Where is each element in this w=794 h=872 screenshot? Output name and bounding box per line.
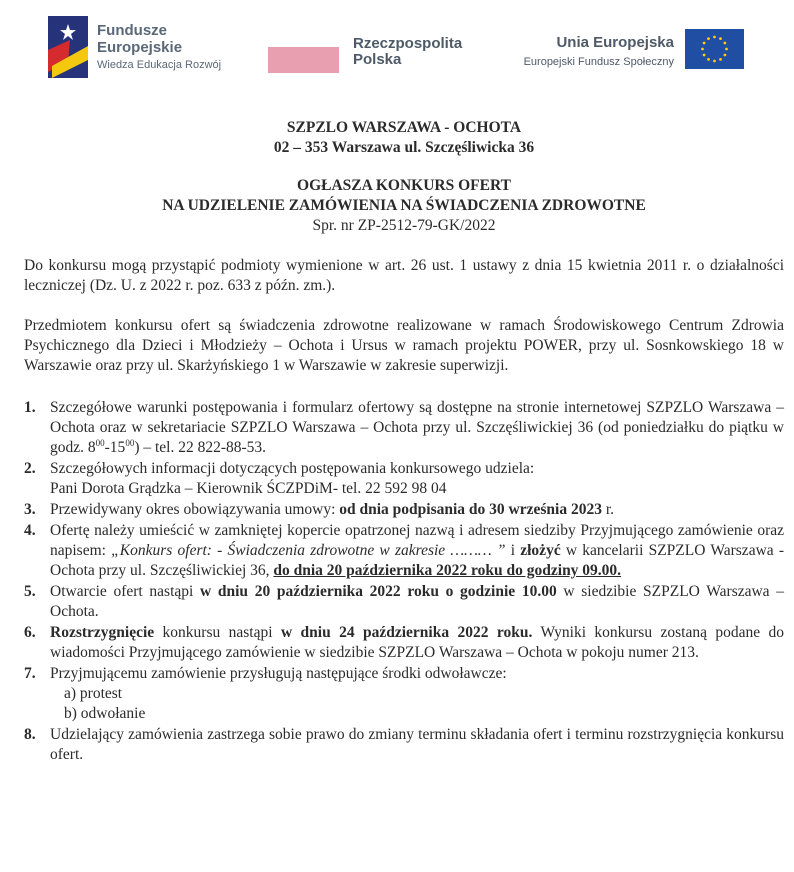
- list-item: [24, 521, 784, 581]
- contract-period: od dnia podpisania do 30 września 2023: [339, 501, 606, 518]
- announcement-subtitle: NA UDZIELENIE ZAMÓWIENIA NA ŚWIADCZENIA ZDROWOTNE: [162, 197, 646, 214]
- fe-line3: Wiedza Edukacja Rozwój: [97, 59, 222, 71]
- conditions-list: [24, 398, 784, 765]
- item-emphasis: Rozstrzygnięcie: [50, 624, 155, 641]
- resolution-date: w dniu 24 października 2022 roku.: [280, 624, 533, 641]
- document-body: [24, 118, 784, 766]
- item-number: 3.: [24, 501, 36, 518]
- item-text: ) – tel. 22 822-88-53.: [134, 439, 267, 456]
- list-item: [24, 623, 784, 663]
- list-item: [24, 664, 784, 724]
- item-number: 7.: [24, 665, 36, 682]
- deadline: do dnia 20 października 2022 roku do godziny 09.00.: [273, 562, 622, 579]
- item-text: Ofertę należy umieścić w zamkniętej kopercie opatrzonej nazwą i adresem siedziby Przyjmującego zamówienie oraz napisem:: [50, 522, 784, 559]
- list-item: [24, 582, 784, 622]
- eu-star: [707, 37, 710, 40]
- list-item: [24, 500, 784, 520]
- item-text: r.: [605, 501, 615, 518]
- org-address: 02 – 353 Warszawa ul. Szczęśliwicka 36: [273, 139, 535, 156]
- org-name: SZPZLO WARSZAWA - OCHOTA: [286, 119, 522, 136]
- eu-star: [719, 37, 722, 40]
- item-number: 1.: [24, 399, 36, 416]
- item-number: 5.: [24, 583, 36, 600]
- rzeczpospolita-polska-text: [353, 36, 462, 68]
- item-text: Otwarcie ofert nastąpi: [50, 583, 200, 600]
- opening-date: w dniu 20 października 2022 roku o godzinie 10.00: [200, 583, 557, 600]
- eu-star: [701, 48, 704, 51]
- item-text: i: [505, 542, 521, 559]
- item-number: 4.: [24, 522, 36, 539]
- contact-person: Pani Dorota Grądzka – Kierownik ŚCZPDiM- tel. 22 592 98 04: [50, 480, 447, 497]
- eu-star: [723, 54, 726, 57]
- item-text: Szczegółowych informacji dotyczących postępowania konkursowego udziela:: [50, 460, 535, 477]
- item-text: Wyniki konkursu zostaną podane do wiadomości Przyjmującego zamówienie w siedzibie SZPZLO Warszawa – Ochota w pokoju numer 213.: [50, 624, 784, 661]
- eu-star: [723, 42, 726, 45]
- item-emphasis: złożyć: [520, 542, 561, 559]
- eu-star: [713, 60, 716, 63]
- item-text: Przyjmującemu zamówienie przysługują następujące środki odwoławcze:: [50, 665, 507, 682]
- fe-line1: Fundusze: [97, 22, 167, 39]
- announcement-title: OGŁASZA KONKURS OFERT: [297, 177, 511, 194]
- item-text: Szczegółowe warunki postępowania i formularz ofertowy są dostępne na stronie internetowej SZPZLO Warszawa – Ochota oraz w sekretariacie SZPZLO Warszawa – Ochota przy ul. Szczęśliwickiej 36 (od poniedziałku do piątku w godz. 8: [50, 399, 784, 456]
- fe-line2: Europejskie: [97, 39, 183, 56]
- eu-star: [719, 58, 722, 61]
- logo-bar: [0, 0, 794, 95]
- intro-paragraph: Do konkursu mogą przystąpić podmioty wymienione w art. 26 ust. 1 ustawy z dnia 15 kwietnia 2011 r. o działalności leczniczej (Dz. U. z 2022 r. poz. 633 z późn. zm.).: [24, 257, 784, 294]
- eu-star: [703, 54, 706, 57]
- ue-line1: Unia Europejska: [556, 34, 674, 51]
- unia-europejska-text: [524, 34, 674, 70]
- item-number: 2.: [24, 460, 36, 477]
- list-item: [24, 398, 784, 458]
- item-text: Udzielający zamówienia zastrzega sobie prawo do zmiany terminu składania ofert i terminu rozstrzygnięcia konkursu ofert.: [50, 726, 784, 763]
- item-text: konkursu nastąpi: [154, 624, 281, 641]
- fundusze-europejskie-text: [97, 22, 221, 73]
- item-text: -15: [104, 439, 126, 456]
- rp-line1: Rzeczpospolita: [353, 35, 463, 52]
- hour-superscript: 00: [125, 437, 135, 448]
- eu-star: [707, 58, 710, 61]
- subject-paragraph: Przedmiotem konkursu ofert są świadczenia zdrowotne realizowane w ramach Środowiskowego Centrum Zdrowia Psychicznego dla Dzieci i Młodzieży – Ochota i Ursus w ramach projektu POWER, przy ul. Sosnkowskiego 18 w Warszawie oraz przy ul. Skarżyńskiego 1 w Warszawie w zakresie superwizji.: [24, 317, 784, 374]
- rp-line2: Polska: [353, 51, 402, 68]
- eu-flag-icon: [685, 29, 744, 69]
- item-text: Przewidywany okres obowiązywania umowy:: [50, 501, 340, 518]
- item-number: 8.: [24, 726, 36, 743]
- item-text: w kancelarii SZPZLO Warszawa - Ochota przy ul. Szczęśliwickiej 36,: [50, 542, 785, 579]
- sub-item-protest: a) protest: [64, 685, 123, 702]
- hour-superscript: 00: [95, 437, 105, 448]
- list-item: [24, 459, 784, 499]
- ue-line2: Europejski Fundusz Społeczny: [523, 56, 674, 68]
- fundusze-europejskie-logo-icon: [48, 16, 88, 78]
- eu-star: [703, 42, 706, 45]
- sub-item-appeal: b) odwołanie: [64, 705, 146, 722]
- reference-number: Spr. nr ZP-2512-79-GK/2022: [312, 217, 496, 234]
- eu-star: [713, 36, 716, 39]
- polish-flag-icon: [268, 47, 339, 73]
- eu-star: [725, 48, 728, 51]
- item-text: w siedzibie SZPZLO Warszawa – Ochota.: [50, 583, 784, 620]
- envelope-label: „Konkurs ofert: - Świadczenia zdrowotne w zakresie ……… ”: [111, 542, 506, 559]
- item-number: 6.: [24, 624, 36, 641]
- list-item: [24, 725, 784, 765]
